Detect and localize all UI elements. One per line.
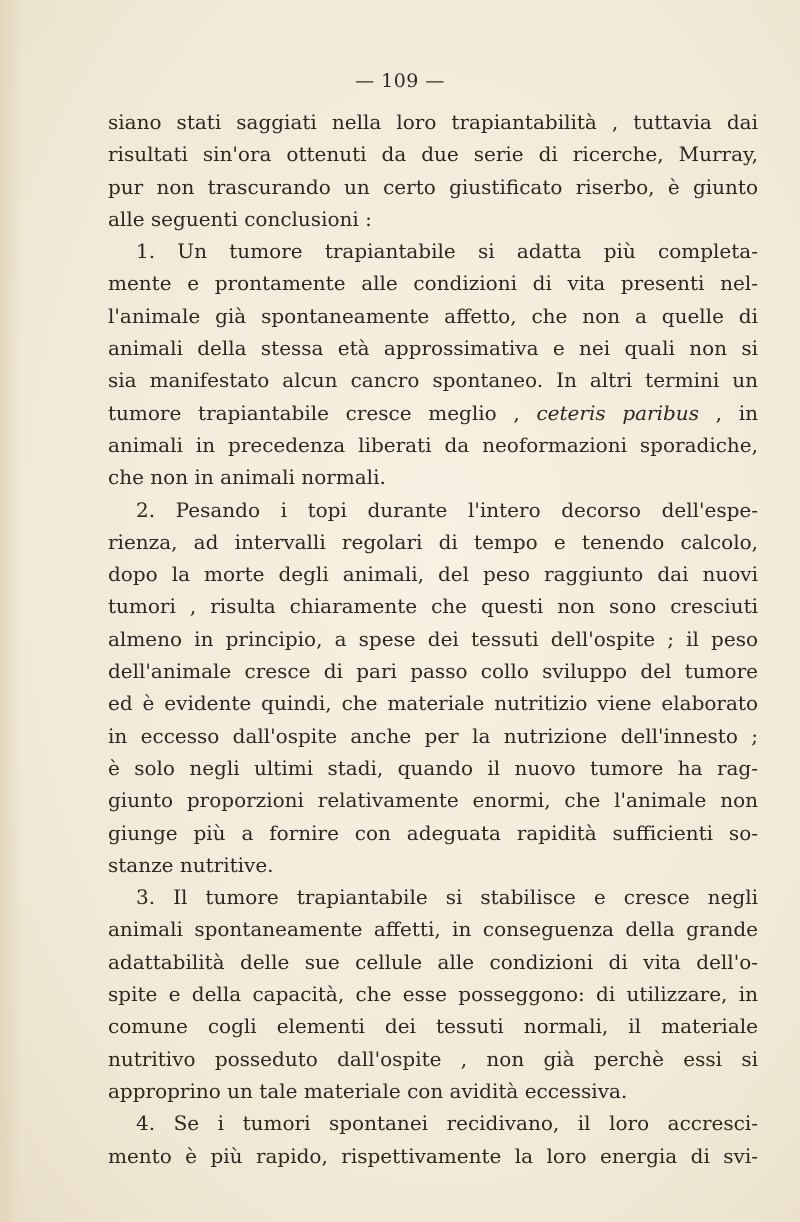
text-line: ed è evidente quindi, che materiale nutritizio viene elaborato: [108, 691, 758, 716]
text-line: tumori , risulta chiaramente che questi non sono cresciuti: [108, 594, 758, 619]
text-line: 1. Un tumore trapiantabile si adatta più completa-: [136, 239, 758, 264]
text-line: è solo negli ultimi stadi, quando il nuovo tumore ha rag-: [108, 755, 758, 780]
text-line: stanze nutritive.: [108, 852, 274, 877]
text-fragment: , in: [715, 400, 759, 425]
text-line: giunge più a fornire con adeguata rapidità sufficienti so-: [108, 820, 758, 845]
text-line: dell'animale cresce di pari passo collo sviluppo del tumore: [108, 659, 758, 684]
text-fragment: tumore trapiantabile cresce meglio ,: [108, 400, 520, 425]
text-line: risultati sin'ora ottenuti da due serie di ricerche, Murray,: [108, 142, 758, 167]
text-line: sia manifestato alcun cancro spontaneo. In altri termini un: [108, 368, 758, 393]
text-line: 4. Se i tumori spontanei recidivano, il loro accresci-: [136, 1111, 758, 1136]
text-line: pur non trascurando un certo giustificato riserbo, è giunto: [108, 174, 758, 199]
italic-phrase: ceteris paribus: [536, 400, 699, 425]
text-line: in eccesso dall'ospite anche per la nutrizione dell'innesto ;: [108, 723, 758, 748]
text-line: siano stati saggiati nella loro trapiantabilità , tuttavia dai: [108, 110, 758, 134]
text-line: almeno in principio, a spese dei tessuti dell'ospite ; il peso: [108, 626, 758, 651]
text-line: nutritivo posseduto dall'ospite , non già perchè essi si: [108, 1046, 758, 1071]
text-line: che non in animali normali.: [108, 465, 386, 490]
text-line: alle seguenti conclusioni :: [108, 206, 372, 231]
text-line: mento è più rapido, rispettivamente la loro energia di svi-: [108, 1143, 758, 1168]
text-line: comune cogli elementi dei tessuti normali, il materiale: [108, 1014, 758, 1039]
body-text: [108, 106, 758, 1172]
text-line: approprino un tale materiale con avidità eccessiva.: [108, 1078, 628, 1103]
text-line: 2. Pesando i topi durante l'intero decorso dell'espe-: [136, 497, 758, 522]
text-line: giunto proporzioni relativamente enormi, che l'animale non: [108, 788, 758, 813]
text-line: dopo la morte degli animali, del peso raggiunto dai nuovi: [108, 562, 758, 587]
text-line: adattabilità delle sue cellule alle condizioni di vita dell'o-: [108, 949, 758, 974]
text-line: spite e della capacità, che esse posseggono: di utilizzare, in: [108, 982, 758, 1007]
page-number-header: — 109 —: [355, 70, 445, 92]
text-line: l'animale già spontaneamente affetto, che non a quelle di: [108, 303, 758, 328]
text-line: mente e prontamente alle condizioni di vita presenti nel-: [108, 271, 758, 296]
text-line: 3. Il tumore trapiantabile si stabilisce e cresce negli: [136, 885, 758, 910]
text-line-with-italic: [108, 397, 758, 429]
page-edge-shadow: [0, 0, 22, 1222]
text-line: animali spontaneamente affetti, in conseguenza della grande: [108, 917, 758, 942]
text-line: animali della stessa età approssimativa e nei quali non si: [108, 336, 758, 361]
text-line: animali in precedenza liberati da neoformazioni sporadiche,: [108, 432, 758, 457]
text-line: rienza, ad intervalli regolari di tempo e tenendo calcolo,: [108, 529, 758, 554]
